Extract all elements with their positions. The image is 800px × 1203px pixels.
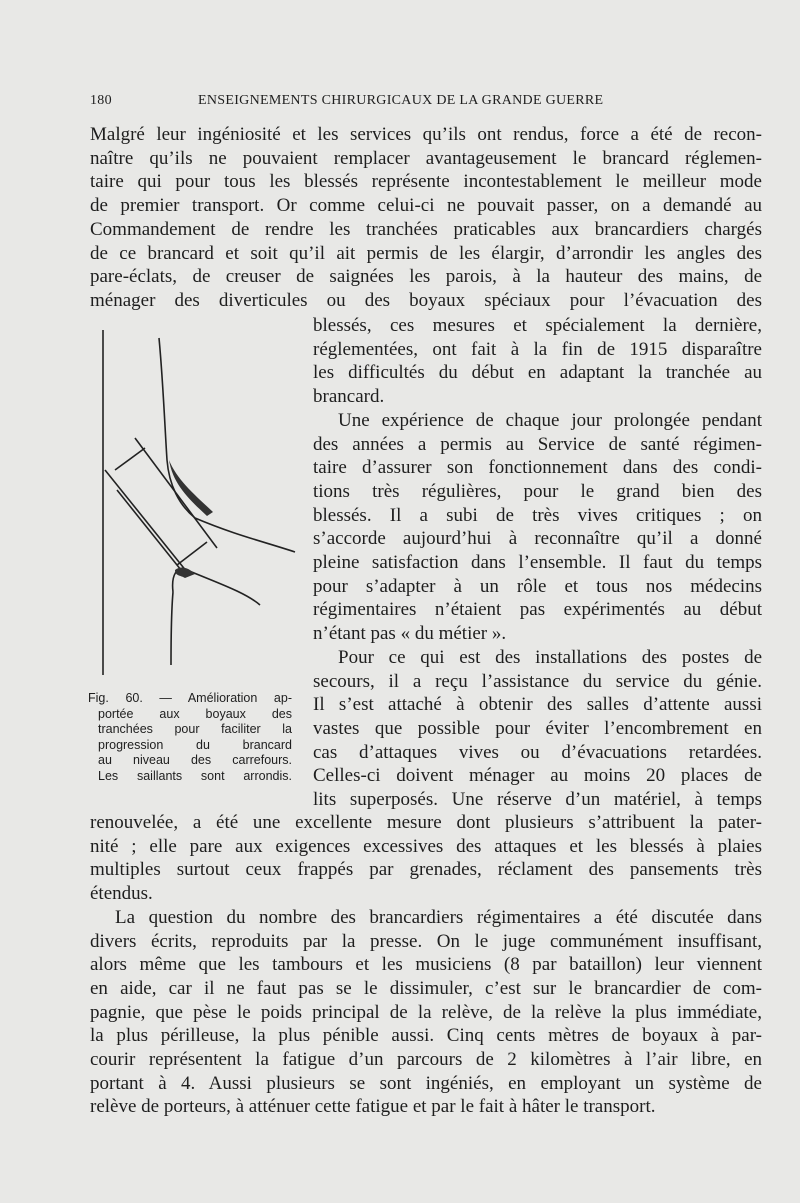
- text-line: divers écrits, reproduits par la presse. On le juge communément insuffisant,: [90, 930, 762, 952]
- trench-wall-right-upper: [159, 338, 295, 552]
- text-line: Il s’est attaché à obtenir des salles d’attente aussi: [313, 694, 762, 716]
- text-line: réglementées, ont fait à la fin de 1915 disparaître: [313, 338, 762, 360]
- text-line: en aide, car il ne faut pas se le dissimuler, c’est sur le brancardier de com-: [90, 977, 762, 999]
- text-line: alors même que les tambours et les musiciens (8 par bataillon) leur viennent: [90, 954, 762, 976]
- text-line: taire d’assurer son fonctionnement dans des condi-: [313, 457, 762, 479]
- caption-line: tranchées pour faciliter la: [98, 722, 292, 736]
- figure-caption: [88, 691, 292, 784]
- caption-line: Les saillants sont arrondis.: [98, 768, 292, 783]
- text-line: de premier transport. Or comme celui-ci ne pouvait passer, on a demandé au: [90, 195, 762, 217]
- text-line: naître qu’ils ne pouvaient remplacer avantageusement le brancard réglemen-: [90, 147, 762, 169]
- text-line: ménager des diverticules ou des boyaux spéciaux pour l’évacuation des: [90, 289, 762, 311]
- text-line: taire qui pour tous les blessés représente incontestablement le meilleur mode: [90, 171, 762, 193]
- text-line: nité ; elle pare aux exigences excessives des attaques et les blessés à plaies: [90, 835, 762, 857]
- rounded-salient-upper: [169, 460, 213, 516]
- page-number: 180: [90, 93, 112, 108]
- text-line: Pour ce qui est des installations des postes de: [338, 646, 762, 668]
- text-line: cas d’attaques vives ou d’évacuations retardées.: [313, 741, 762, 763]
- caption-line: progression du brancard: [98, 737, 292, 752]
- text-line: Celles-ci doivent ménager au moins 20 places de: [313, 765, 762, 787]
- text-line: relève de porteurs, à atténuer cette fatigue et par le fait à hâter le transport.: [90, 1096, 656, 1118]
- text-line: blessés, ces mesures et spécialement la dernière,: [313, 315, 762, 336]
- caption-line: Fig. 60. — Amélioration ap-: [88, 691, 292, 705]
- trench-stretcher-figure: [95, 320, 305, 685]
- text-line: pour s’adapter à un rôle et tous nos médecins: [313, 575, 762, 597]
- text-line: lits superposés. Une réserve d’un matériel, à temps: [313, 789, 762, 810]
- text-line: des années a permis au Service de santé régimen-: [313, 433, 762, 455]
- text-line: La question du nombre des brancardiers régimentaires a été discutée dans: [115, 906, 762, 928]
- text-line: s’accorde aujourd’hui à reconnaître qu’il a donné: [313, 528, 762, 550]
- caption-line: portée aux boyaux des: [98, 706, 292, 721]
- running-title: ENSEIGNEMENTS CHIRURGICAUX DE LA GRANDE GUERRE: [198, 93, 604, 108]
- caption-line: au niveau des carrefours.: [98, 753, 292, 767]
- text-line: Une expérience de chaque jour prolongée pendant: [338, 409, 762, 431]
- text-line: n’étant pas « du métier ».: [313, 623, 507, 645]
- text-line: les difficultés du début en adaptant la tranchée au: [313, 362, 762, 384]
- text-line: tions très régulières, pour le grand bien des: [313, 480, 762, 502]
- text-line: brancard.: [313, 386, 385, 408]
- text-line: blessés. Il a subi de très vives critiques ; on: [313, 504, 762, 526]
- text-line: pare-éclats, de creuser de saignées les parois, à la hauteur des mains, de: [90, 266, 762, 288]
- text-line: pagnie, que pèse le poids principal de la relève, de la relève la plus immédiate,: [90, 1001, 762, 1023]
- rounded-salient-lower: [175, 567, 195, 578]
- text-line: régimentaires n’étaient pas expérimentés au début: [313, 599, 762, 621]
- text-line: Commandement de rendre les tranchées praticables aux brancardiers chargés: [90, 218, 762, 240]
- trench-wall-lower: [171, 592, 173, 665]
- text-line: courir représentent la fatigue d’un parcours de 2 kilomètres à l’air libre, en: [90, 1049, 762, 1070]
- text-line: secours, il a reçu l’assistance du service du génie.: [313, 670, 762, 692]
- text-line: multiples surtout ceux frappés par grenades, réclament des pansements très: [90, 859, 762, 881]
- text-line: de ce brancard et soit qu’il ait permis de les élargir, d’arrondir les angles des: [90, 242, 762, 264]
- text-line: pleine satisfaction dans l’ensemble. Il faut du temps: [313, 552, 762, 573]
- text-line: la plus périlleuse, la plus pénible aussi. Cinq cents mètres de boyaux à par-: [90, 1025, 762, 1047]
- text-line: vastes que possible pour éviter l’encombrement en: [313, 717, 762, 739]
- text-line: Malgré leur ingéniosité et les services qu’ils ont rendus, force a été de recon-: [90, 124, 762, 145]
- text-line: étendus.: [90, 883, 153, 905]
- text-line: portant à 4. Aussi plusieurs se sont ingéniés, en employant un système de: [90, 1072, 762, 1094]
- text-line: renouvelée, a été une excellente mesure dont plusieurs s’attribuent la pater-: [90, 812, 762, 833]
